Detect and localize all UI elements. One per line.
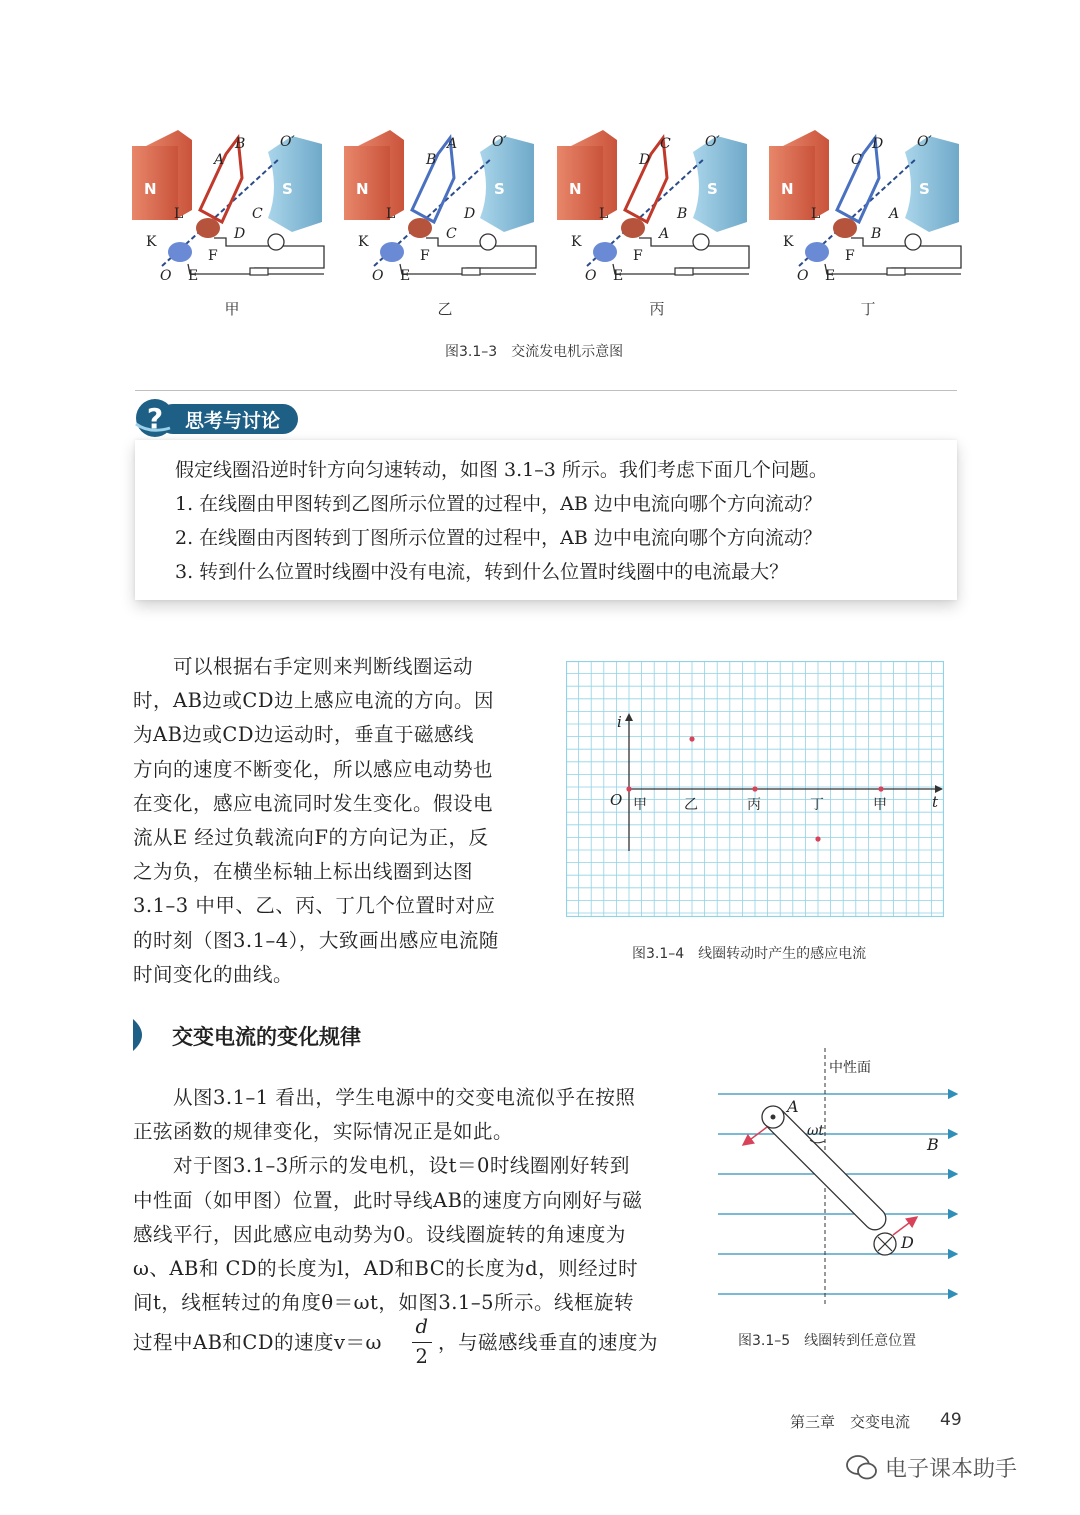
magnet-s-label: S xyxy=(494,180,505,198)
x-axis-label: t xyxy=(932,793,939,811)
axis-top-label: O′ xyxy=(705,134,720,150)
galvanometer-icon xyxy=(480,234,496,250)
paragraph-right-hand-rule xyxy=(133,650,533,992)
figure-3-1-5-caption: 图3.1–5 线圈转到任意位置 xyxy=(738,1333,917,1349)
data-point-2 xyxy=(689,736,694,741)
fraction-denominator: 2 xyxy=(415,1345,429,1369)
figure-3-1-4-chart xyxy=(566,661,944,917)
text-line: 为AB边或CD边运动时，垂直于磁感线 xyxy=(133,723,474,747)
coil-label: C xyxy=(252,206,263,222)
tick-label-4: 丁 xyxy=(810,797,824,813)
text-line: 3.1–3 中甲、乙、丙、丁几个位置时对应 xyxy=(133,894,496,918)
coil-label: A xyxy=(214,152,225,168)
axis-top-label: O′ xyxy=(280,134,295,150)
tick-label-3: 丙 xyxy=(747,797,761,813)
magnet-n-label: N xyxy=(356,180,369,198)
resistor-icon xyxy=(675,268,693,275)
axis-bottom-label: O xyxy=(585,268,597,284)
neutral-plane-label: 中性面 xyxy=(829,1060,871,1076)
magnet-s xyxy=(480,136,534,232)
generator-panel-2 xyxy=(344,130,536,284)
brush-e-label: E xyxy=(400,268,411,284)
think-question-2: 2. 在线圈由丙图转到丁图所示位置的过程中，AB 边中电流向哪个方向流动？ xyxy=(175,527,822,549)
chart-axes xyxy=(610,713,943,851)
tick-label-2: 乙 xyxy=(684,797,698,813)
think-question-3: 3. 转到什么位置时线圈中没有电流，转到什么位置时线圈中的电流最大？ xyxy=(175,561,789,583)
magnet-n-label: N xyxy=(569,180,582,198)
text-line-tail: ，与磁感线垂直的速度为 xyxy=(438,1331,659,1355)
magnet-s-label: S xyxy=(707,180,718,198)
resistor-icon xyxy=(462,268,480,275)
ring-k-label: K xyxy=(783,234,794,250)
text-line: 中性面（如甲图）位置，此时导线AB的速度方向刚好与磁 xyxy=(133,1188,643,1212)
velocity-line xyxy=(133,1315,693,1369)
field-b-label: B xyxy=(927,1135,939,1154)
page-number: 49 xyxy=(940,1410,962,1430)
section-title: 交变电流的变化规律 xyxy=(172,1025,361,1049)
section-marker xyxy=(133,1019,151,1051)
slip-ring-l xyxy=(833,218,857,238)
coil-label: D xyxy=(872,136,884,152)
magnet-s-label: S xyxy=(282,180,293,198)
panel-label-ding: 丁 xyxy=(860,300,876,318)
ring-l-label: L xyxy=(174,206,184,222)
coil-label: D xyxy=(234,226,246,242)
data-point-5 xyxy=(878,786,883,791)
slip-ring-l xyxy=(408,218,432,238)
galvanometer-icon xyxy=(268,234,284,250)
generator-panel-1 xyxy=(132,130,324,284)
resistor-icon xyxy=(250,268,268,275)
data-point-4 xyxy=(815,836,820,841)
ring-l-label: L xyxy=(599,206,609,222)
data-point-1 xyxy=(626,786,631,791)
axis-bottom-label: O xyxy=(160,268,172,284)
paragraph-sine-law xyxy=(133,1081,693,1369)
slip-ring-k xyxy=(380,242,404,262)
magnet-s xyxy=(905,136,959,232)
slip-ring-k xyxy=(805,242,829,262)
chapter-footer: 第三章 交变电流 xyxy=(790,1413,911,1431)
text-line: 间t，线框转过的角度θ＝ωt，如图3.1–5所示。线框旋转 xyxy=(133,1291,634,1315)
magnet-s-label: S xyxy=(919,180,930,198)
generator-panel-4 xyxy=(769,130,961,284)
text-line: 过程中AB和CD的速度v＝ω xyxy=(133,1331,382,1355)
generator-diagrams xyxy=(130,118,970,333)
magnet-s xyxy=(693,136,747,232)
figure-3-1-5 xyxy=(715,1045,965,1315)
brush-f-label: F xyxy=(208,248,218,264)
brush-e-label: E xyxy=(825,268,836,284)
point-a-label: A xyxy=(787,1097,799,1116)
coil-label: B xyxy=(426,152,437,168)
coil-label: B xyxy=(871,226,882,242)
watermark-text: 电子课本助手 xyxy=(885,1457,1018,1482)
tick-label-1: 甲 xyxy=(633,797,647,813)
brush-f-label: F xyxy=(633,248,643,264)
brush-e-label: E xyxy=(188,268,199,284)
text-line: 从图3.1–1 看出，学生电源中的交变电流似乎在按照 xyxy=(133,1086,636,1109)
x-axis-arrow xyxy=(935,785,943,793)
axis-bottom-label: O xyxy=(797,268,809,284)
axis-top-label: O′ xyxy=(492,134,507,150)
brush-f-label: F xyxy=(420,248,430,264)
slip-ring-k xyxy=(168,242,192,262)
figure-3-1-4-caption: 图3.1–4 线圈转动时产生的感应电流 xyxy=(632,946,867,962)
coil-label: C xyxy=(851,152,862,168)
coil-label: A xyxy=(889,206,900,222)
coil-label: B xyxy=(235,136,246,152)
coil-label: A xyxy=(659,226,670,242)
think-question-1: 1. 在线圈由甲图转到乙图所示位置的过程中，AB 边中电流向哪个方向流动？ xyxy=(175,493,822,515)
magnet-n-label: N xyxy=(144,180,157,198)
figure-3-1-3 xyxy=(130,118,970,333)
think-badge xyxy=(130,398,300,438)
text-line: ω、AB和 CD的长度为l，AD和BC的长度为d，则经过时 xyxy=(133,1257,639,1281)
panel-label-jia: 甲 xyxy=(224,300,240,318)
coil-label: B xyxy=(677,206,688,222)
think-questions xyxy=(175,453,945,589)
fraction-numerator: d xyxy=(415,1315,429,1339)
think-intro: 假定线圈沿逆时针方向匀速转动，如图 3.1–3 所示。我们考虑下面几个问题。 xyxy=(175,459,828,481)
resistor-icon xyxy=(887,268,905,275)
galvanometer-icon xyxy=(905,234,921,250)
text-line: 时，AB边或CD边上感应电流的方向。因 xyxy=(133,689,494,713)
think-title: 思考与讨论 xyxy=(185,410,281,432)
panel-label-yi: 乙 xyxy=(437,300,453,318)
tick-label-5: 甲 xyxy=(873,797,887,813)
y-axis-arrow xyxy=(625,713,633,721)
ring-l-label: L xyxy=(811,206,821,222)
text-line: 方向的速度不断变化，所以感应电动势也 xyxy=(133,757,494,781)
text-line: 的时刻（图3.1–4），大致画出感应电流随 xyxy=(133,928,499,952)
brush-f-label: F xyxy=(845,248,855,264)
text-line: 之为负，在横坐标轴上标出线圈到达图 xyxy=(133,860,474,884)
watermark xyxy=(845,1450,1050,1486)
induced-current-chart xyxy=(566,661,944,917)
coil-label: A xyxy=(447,136,458,152)
axis-top-label: O′ xyxy=(917,134,932,150)
velocity-arrow-a xyxy=(743,1127,767,1145)
text-line: 流从E 经过负载流向F的方向记为正，反 xyxy=(133,826,489,850)
ring-l-label: L xyxy=(386,206,396,222)
think-divider xyxy=(135,390,957,391)
coil-label: D xyxy=(639,152,651,168)
origin-label: O xyxy=(610,791,623,809)
ring-k-label: K xyxy=(146,234,157,250)
text-line: 时间变化的曲线。 xyxy=(133,962,294,986)
text-line: 正弦函数的规律变化，实际情况正是如此。 xyxy=(133,1120,514,1144)
magnet-s xyxy=(268,136,322,232)
point-d-label: D xyxy=(901,1233,914,1252)
text-line: 对于图3.1–3所示的发电机，设t＝0时线圈刚好转到 xyxy=(133,1154,630,1178)
brush-e-label: E xyxy=(613,268,624,284)
wechat-icon xyxy=(845,1453,879,1483)
coil-label: C xyxy=(660,136,671,152)
ring-k-label: K xyxy=(571,234,582,250)
svg-text:?: ? xyxy=(146,402,164,435)
y-axis-label: i xyxy=(617,713,622,731)
generator-panel-3 xyxy=(557,130,749,284)
angle-label: ωt xyxy=(807,1123,825,1139)
panel-label-bing: 丙 xyxy=(649,300,665,318)
figure-3-1-3-caption: 图3.1–3 交流发电机示意图 xyxy=(445,344,624,360)
slip-ring-l xyxy=(196,218,220,238)
slip-ring-k xyxy=(593,242,617,262)
text-line: 感线平行，因此感应电动势为0。设线圈旋转的角速度为 xyxy=(133,1222,626,1246)
coil-label: D xyxy=(464,206,476,222)
axis-bottom-label: O xyxy=(372,268,384,284)
text-line: 在变化，感应电流同时发生变化。假设电 xyxy=(133,791,494,815)
coil-label: C xyxy=(446,226,457,242)
coil-rotation-diagram xyxy=(715,1045,965,1315)
text-line: 可以根据右手定则来判断线圈运动 xyxy=(133,655,474,678)
slip-ring-l xyxy=(621,218,645,238)
magnet-n-label: N xyxy=(781,180,794,198)
data-point-3 xyxy=(752,786,757,791)
galvanometer-icon xyxy=(693,234,709,250)
ring-k-label: K xyxy=(358,234,369,250)
